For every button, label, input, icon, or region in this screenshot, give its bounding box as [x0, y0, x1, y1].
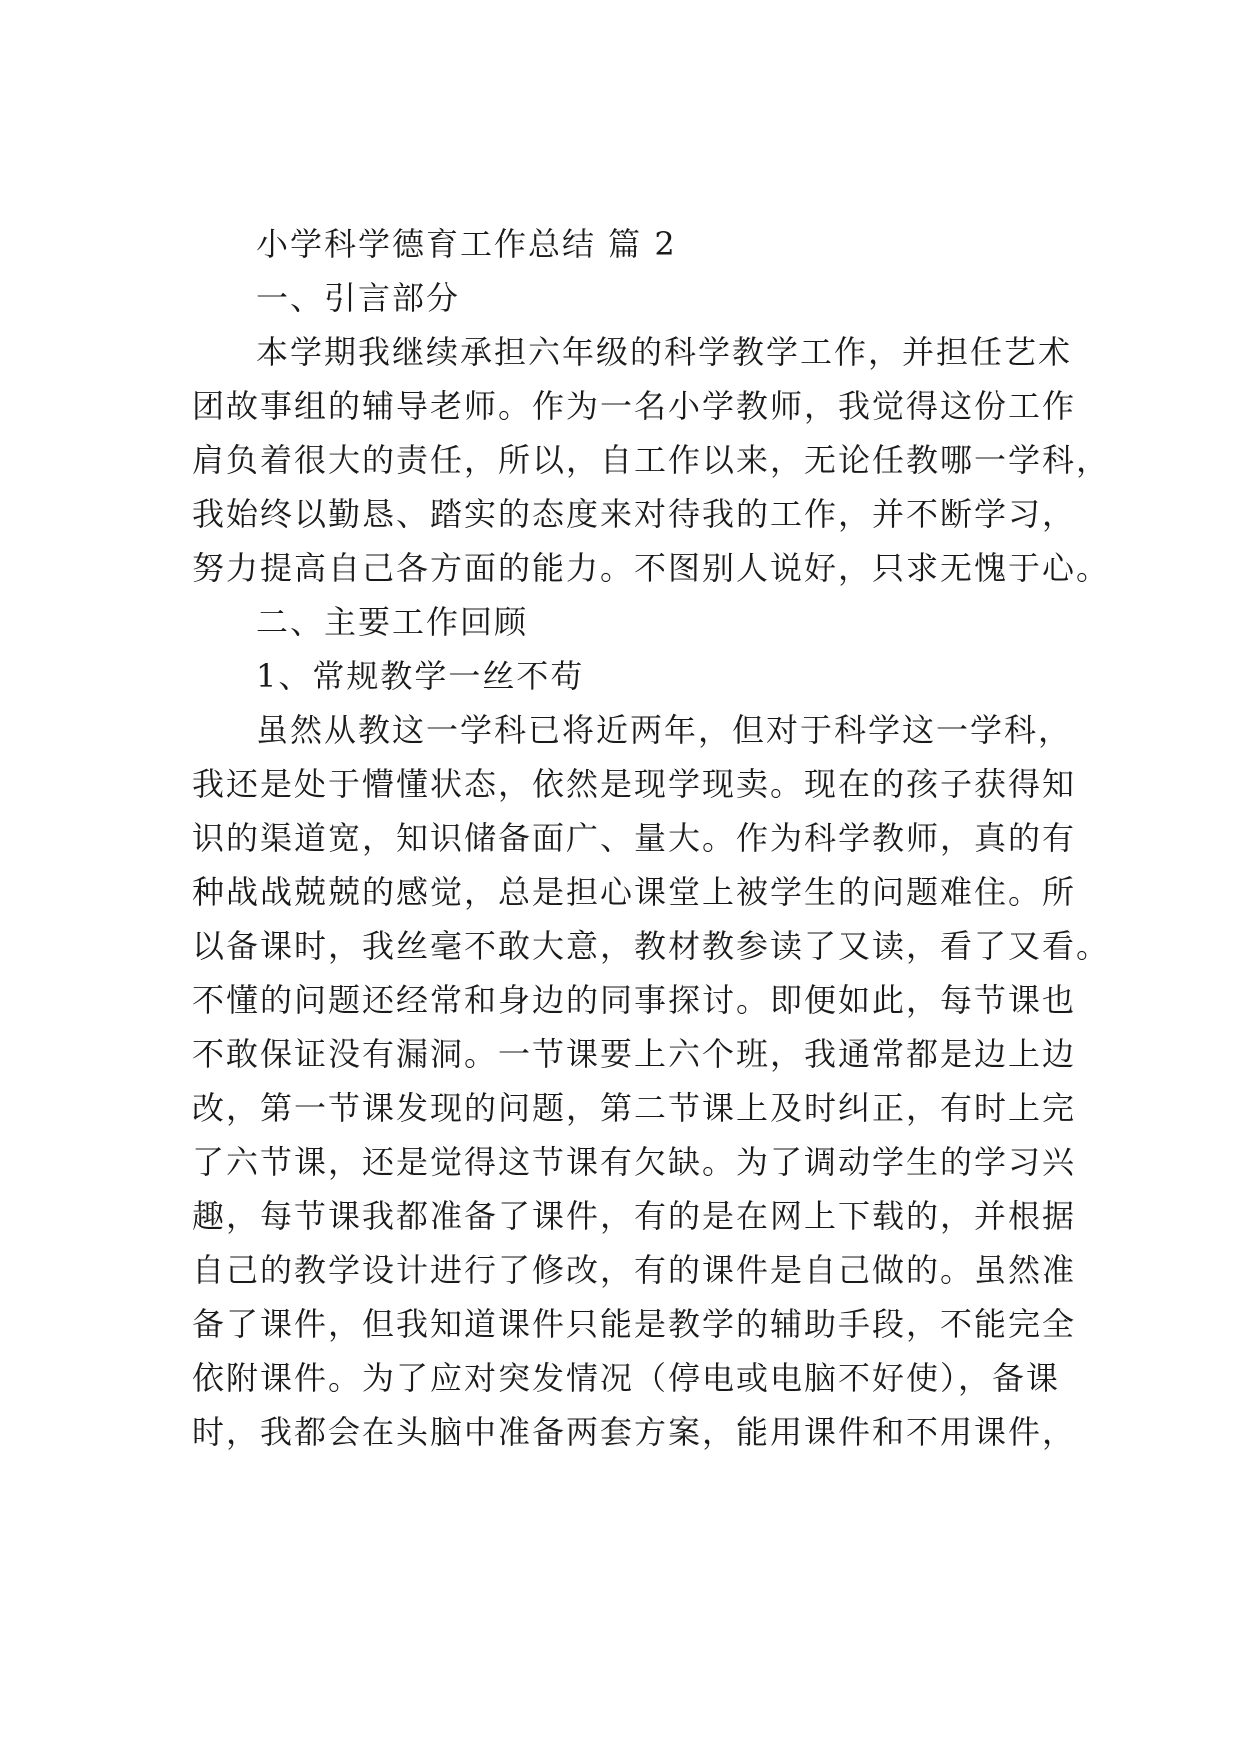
section-heading-introduction: 一、引言部分 [256, 279, 461, 317]
paragraph-line: 自己的教学设计进行了修改，有的课件是自己做的。虽然准 [192, 1251, 1077, 1289]
paragraph-line: 本学期我继续承担六年级的科学教学工作，并担任艺术 [256, 333, 1073, 371]
paragraph-line: 种战战兢兢的感觉，总是担心课堂上被学生的问题难住。所 [192, 873, 1077, 911]
paragraph-line: 识的渠道宽，知识储备面广、量大。作为科学教师，真的有 [192, 819, 1077, 857]
section-heading-work-review: 二、主要工作回顾 [256, 603, 529, 641]
paragraph-line: 我始终以勤恳、踏实的态度来对待我的工作，并不断学习， [192, 495, 1077, 533]
document-title: 小学科学德育工作总结 篇 2 [256, 225, 677, 263]
paragraph-line: 团故事组的辅导老师。作为一名小学教师，我觉得这份工作 [192, 387, 1077, 425]
paragraph-line: 我还是处于懵懂状态，依然是现学现卖。现在的孩子获得知 [192, 765, 1077, 803]
subsection-heading-routine-teaching: 1、常规教学一丝不苟 [256, 657, 585, 695]
paragraph-line: 改，第一节课发现的问题，第二节课上及时纠正，有时上完 [192, 1089, 1077, 1127]
paragraph-line: 备了课件，但我知道课件只能是教学的辅助手段，不能完全 [192, 1305, 1077, 1343]
paragraph-line: 努力提高自己各方面的能力。不图别人说好，只求无愧于心。 [192, 549, 1111, 587]
paragraph-line: 依附课件。为了应对突发情况（停电或电脑不好使），备课 [192, 1359, 1061, 1397]
paragraph-line: 了六节课，还是觉得这节课有欠缺。为了调动学生的学习兴 [192, 1143, 1077, 1181]
paragraph-line: 时，我都会在头脑中准备两套方案，能用课件和不用课件， [192, 1413, 1077, 1451]
paragraph-line: 趣，每节课我都准备了课件，有的是在网上下载的，并根据 [192, 1197, 1077, 1235]
paragraph-line: 不敢保证没有漏洞。一节课要上六个班，我通常都是边上边 [192, 1035, 1077, 1073]
paragraph-line: 以备课时，我丝毫不敢大意，教材教参读了又读，看了又看。 [192, 927, 1111, 965]
paragraph-introduction [192, 325, 1111, 595]
paragraph-line: 虽然从教这一学科已将近两年，但对于科学这一学科， [256, 711, 1073, 749]
paragraph-routine-teaching [192, 703, 1111, 1459]
paragraph-line: 不懂的问题还经常和身边的同事探讨。即便如此，每节课也 [192, 981, 1077, 1019]
document-page [192, 217, 1111, 1459]
paragraph-line: 肩负着很大的责任，所以，自工作以来，无论任教哪一学科， [192, 441, 1111, 479]
